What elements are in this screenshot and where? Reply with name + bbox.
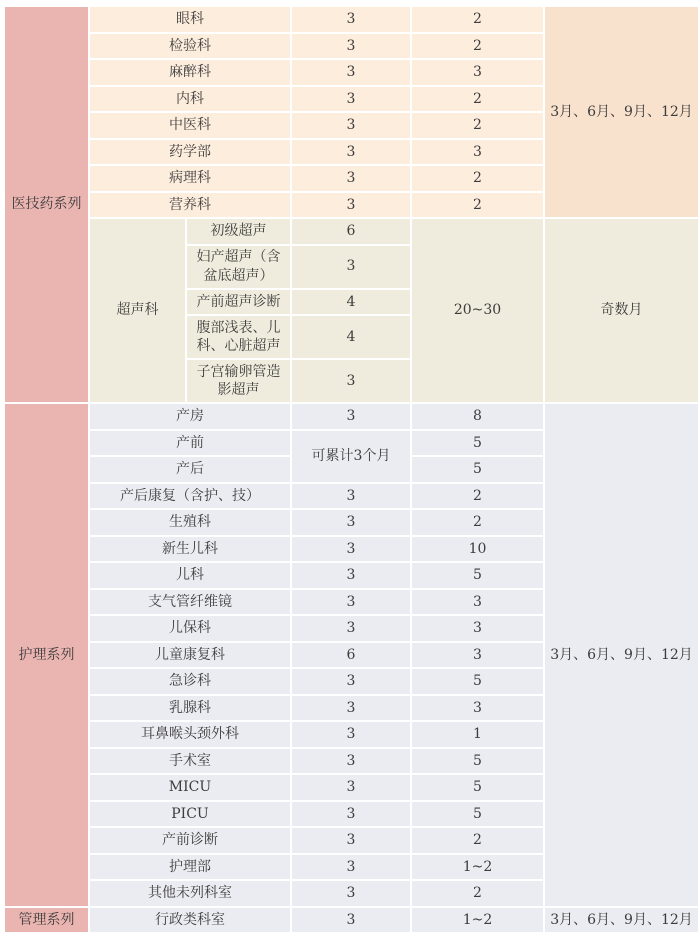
value-cell: 3 [292, 828, 410, 853]
value-cell: 1 [412, 722, 543, 747]
dept-cell: 儿保科 [90, 616, 290, 641]
category-cell-nursing: 护理系列 [5, 404, 88, 906]
value-cell: 10 [412, 537, 543, 562]
value-cell: 2 [412, 828, 543, 853]
value-cell: 3 [412, 696, 543, 721]
category-cell-management: 管理系列 [5, 908, 88, 933]
ultrasound-sub-cell: 产前超声诊断 [187, 290, 290, 315]
value-cell: 2 [412, 881, 543, 906]
value-cell: 4 [292, 290, 410, 315]
note-cell: 可累计3个月 [292, 431, 410, 482]
dept-cell: 护理部 [90, 855, 290, 880]
value-cell: 3 [292, 404, 410, 429]
value-cell: 6 [292, 219, 410, 244]
months-cell-medtech: 3月、6月、9月、12月 [545, 7, 698, 217]
months-cell-management: 3月、6月、9月、12月 [545, 908, 698, 933]
months-cell-nursing: 3月、6月、9月、12月 [545, 404, 698, 906]
value-cell: 3 [292, 193, 410, 218]
value-cell: 5 [412, 431, 543, 456]
value-cell: 3 [292, 669, 410, 694]
dept-cell: 手术室 [90, 749, 290, 774]
value-cell: 3 [292, 113, 410, 138]
value-cell: 3 [292, 87, 410, 112]
value-cell: 4 [292, 316, 410, 358]
value-cell: 3 [292, 140, 410, 165]
value-cell: 2 [412, 510, 543, 535]
dept-cell: MICU [90, 775, 290, 800]
dept-cell: 内科 [90, 87, 290, 112]
value-cell: 6 [292, 643, 410, 668]
dept-cell: 检验科 [90, 34, 290, 59]
dept-cell: 支气管纤维镜 [90, 590, 290, 615]
dept-cell: 新生儿科 [90, 537, 290, 562]
ultrasound-sub-cell: 初级超声 [187, 219, 290, 244]
dept-cell: 其他未列科室 [90, 881, 290, 906]
dept-cell: 产房 [90, 404, 290, 429]
value-cell: 3 [292, 34, 410, 59]
value-cell: 3 [292, 881, 410, 906]
ultrasound-sub-cell: 腹部浅表、儿科、心脏超声 [187, 316, 290, 358]
value-cell: 3 [292, 749, 410, 774]
value-cell: 8 [412, 404, 543, 429]
value-cell: 2 [412, 34, 543, 59]
value-cell: 3 [292, 484, 410, 509]
value-cell: 3 [292, 696, 410, 721]
category-cell-medtech: 医技药系列 [5, 7, 88, 402]
value-cell: 1~2 [412, 855, 543, 880]
value-cell: 3 [292, 60, 410, 85]
value-cell: 3 [412, 60, 543, 85]
value-cell: 5 [412, 457, 543, 482]
dept-cell: 儿童康复科 [90, 643, 290, 668]
value-cell: 2 [412, 113, 543, 138]
value-cell: 3 [292, 537, 410, 562]
value-cell: 3 [292, 246, 410, 288]
dept-cell: 麻醉科 [90, 60, 290, 85]
dept-cell: 儿科 [90, 563, 290, 588]
value-cell: 2 [412, 87, 543, 112]
dept-cell: 急诊科 [90, 669, 290, 694]
value-cell: 3 [292, 908, 410, 933]
value-cell: 5 [412, 563, 543, 588]
range-cell: 20~30 [412, 219, 543, 402]
value-cell: 1~2 [412, 908, 543, 933]
value-cell: 5 [412, 775, 543, 800]
dept-cell: 营养科 [90, 193, 290, 218]
value-cell: 5 [412, 669, 543, 694]
dept-cell: 生殖科 [90, 510, 290, 535]
ultrasound-label-cell: 超声科 [90, 219, 185, 402]
dept-cell: 产前 [90, 431, 290, 456]
value-cell: 3 [292, 802, 410, 827]
value-cell: 3 [292, 616, 410, 641]
value-cell: 3 [292, 590, 410, 615]
dept-cell: 药学部 [90, 140, 290, 165]
dept-cell: 乳腺科 [90, 696, 290, 721]
value-cell: 3 [292, 563, 410, 588]
dept-cell: 耳鼻喉头颈外科 [90, 722, 290, 747]
dept-cell: 产后 [90, 457, 290, 482]
value-cell: 2 [412, 166, 543, 191]
value-cell: 3 [412, 140, 543, 165]
value-cell: 2 [412, 484, 543, 509]
value-cell: 3 [412, 643, 543, 668]
dept-cell: 产后康复（含护、技） [90, 484, 290, 509]
months-cell-ultrasound: 奇数月 [545, 219, 698, 402]
value-cell: 3 [292, 775, 410, 800]
value-cell: 5 [412, 802, 543, 827]
value-cell: 2 [412, 7, 543, 32]
ultrasound-sub-cell: 子宫输卵管造影超声 [187, 360, 290, 402]
dept-cell: PICU [90, 802, 290, 827]
value-cell: 3 [412, 616, 543, 641]
dept-cell: 眼科 [90, 7, 290, 32]
value-cell: 3 [292, 510, 410, 535]
dept-cell: 行政类科室 [90, 908, 290, 933]
dept-cell: 产前诊断 [90, 828, 290, 853]
value-cell: 3 [292, 166, 410, 191]
ultrasound-sub-cell: 妇产超声（含盆底超声） [187, 246, 290, 288]
rotation-schedule-table [3, 5, 700, 934]
value-cell: 5 [412, 749, 543, 774]
dept-cell: 病理科 [90, 166, 290, 191]
value-cell: 3 [292, 722, 410, 747]
dept-cell: 中医科 [90, 113, 290, 138]
value-cell: 2 [412, 193, 543, 218]
value-cell: 3 [292, 7, 410, 32]
value-cell: 3 [412, 590, 543, 615]
value-cell: 3 [292, 360, 410, 402]
value-cell: 3 [292, 855, 410, 880]
